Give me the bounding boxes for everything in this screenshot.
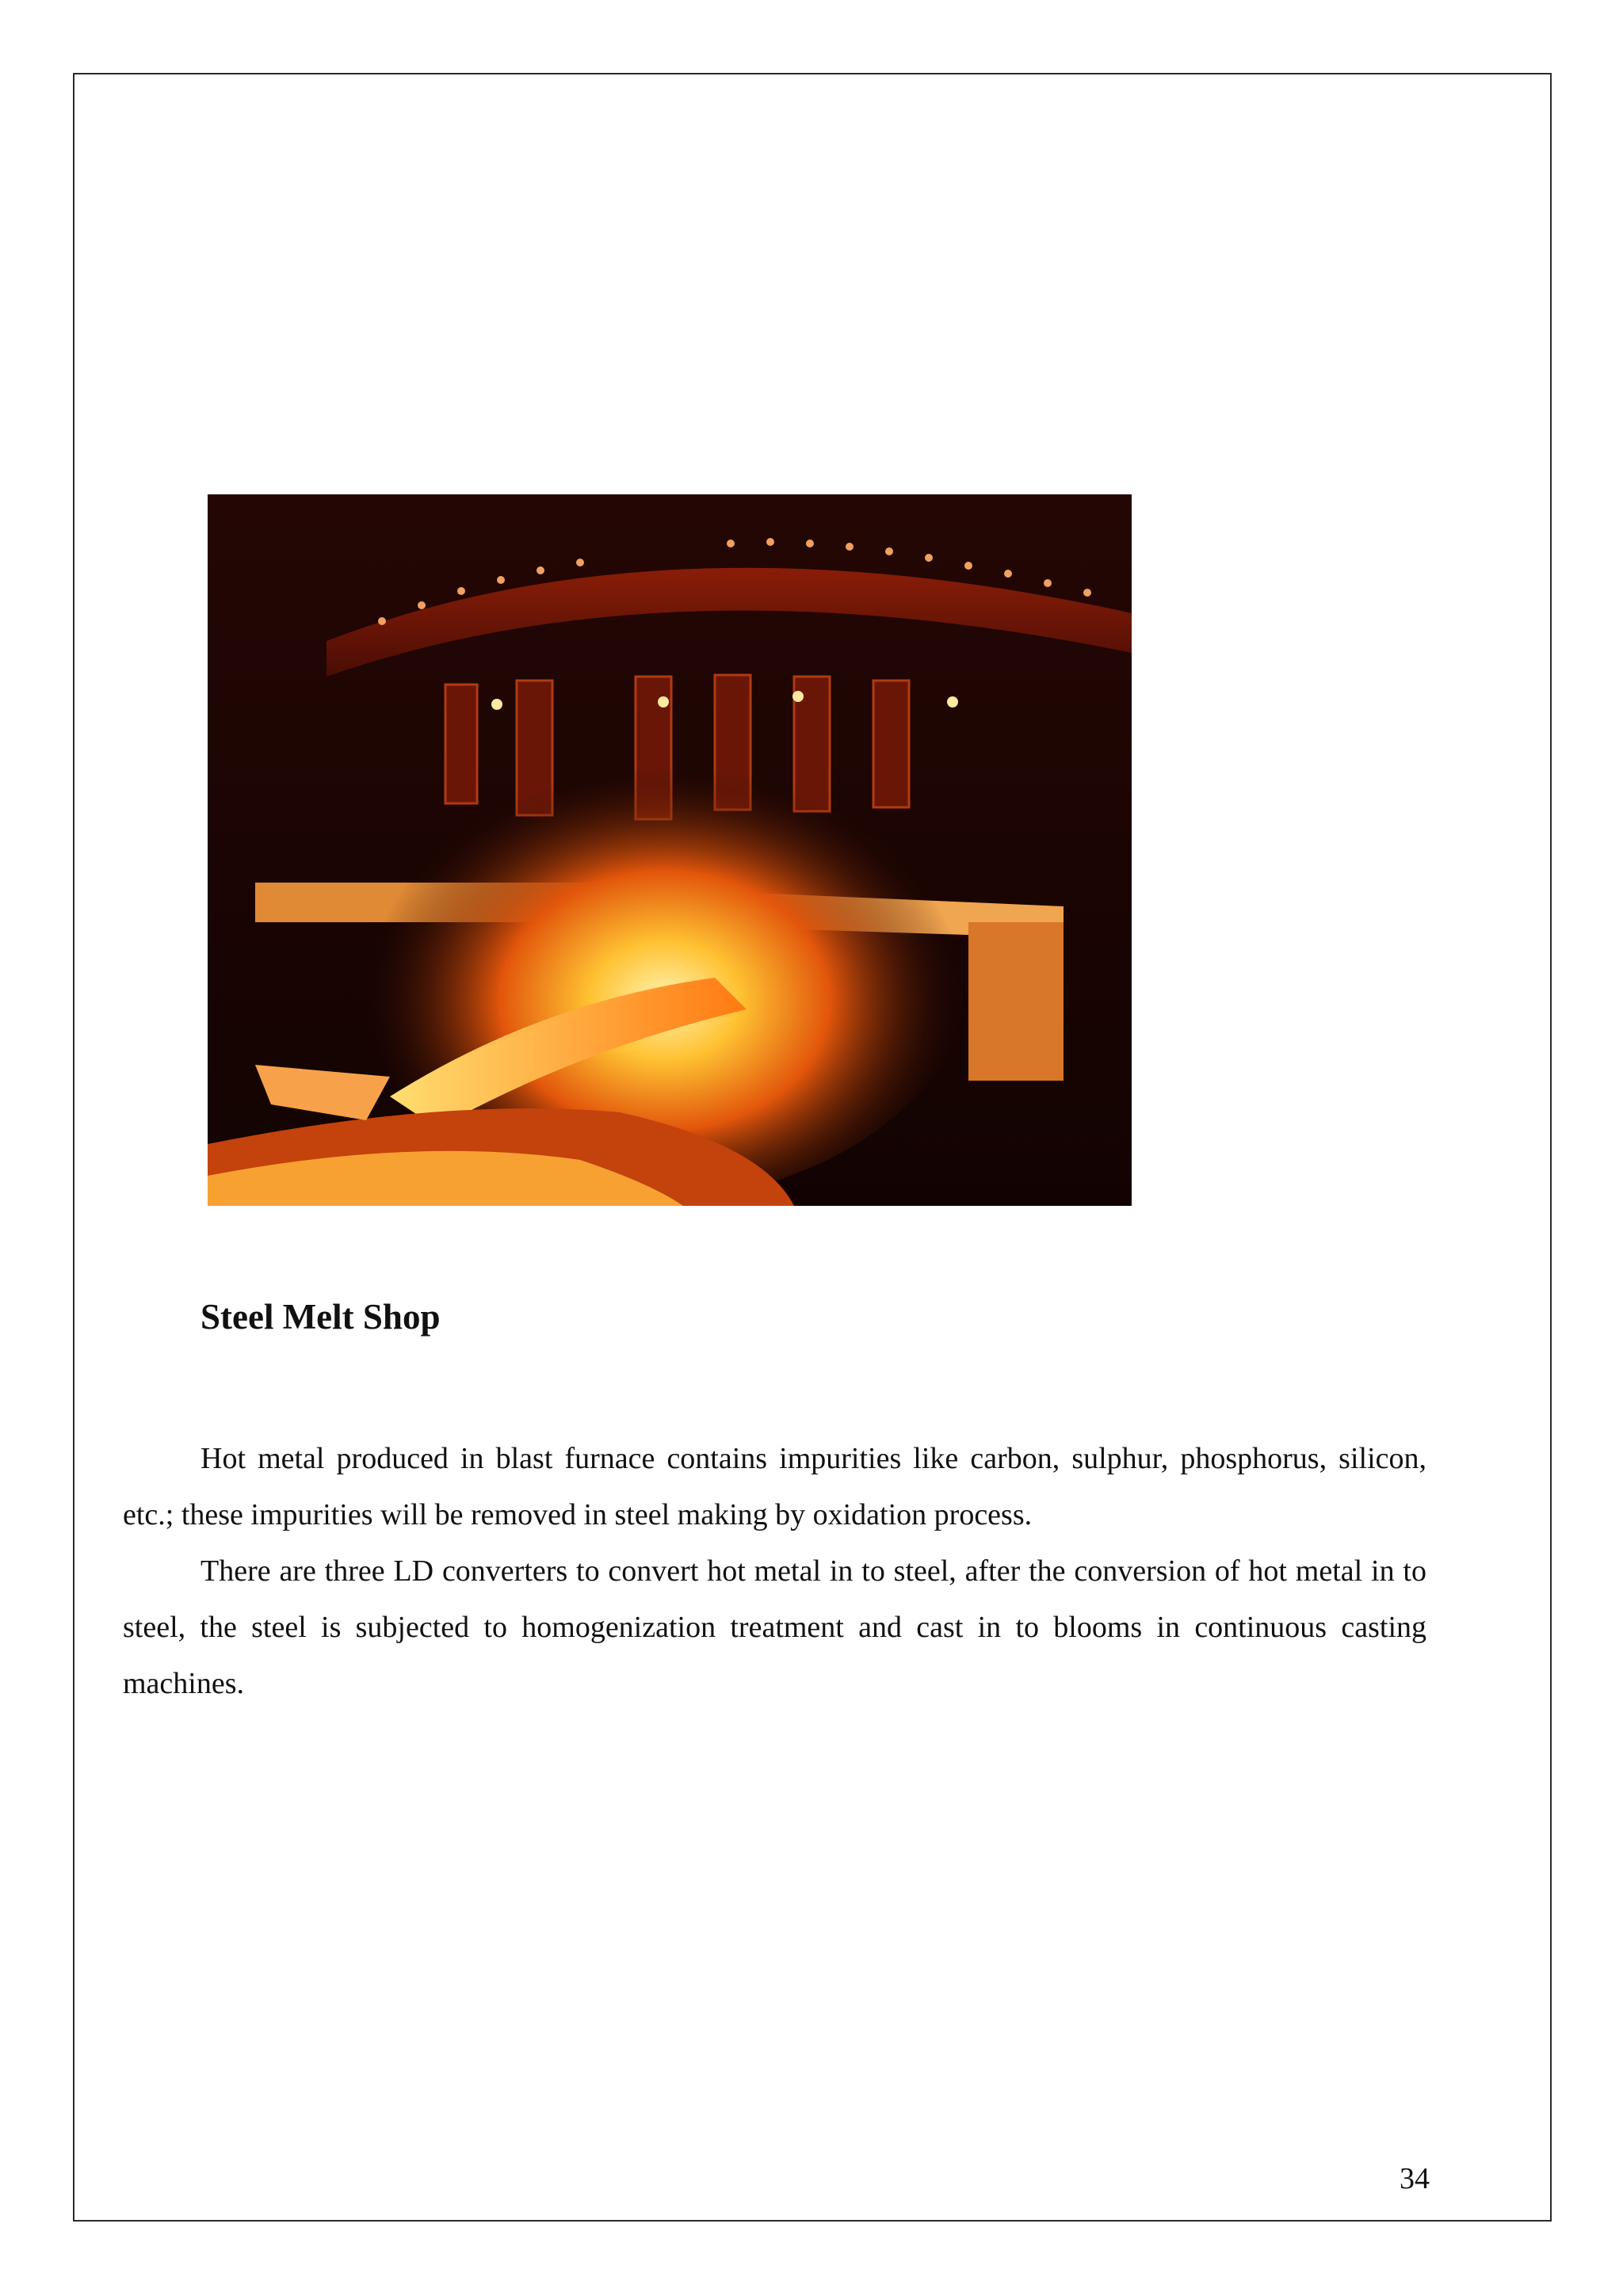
- paragraph: Hot metal produced in blast furnace contains impurities like carbon, sulphur, phosphorus, silicon, etc.; these impurities will be removed in steel making by oxidation process.: [123, 1442, 1426, 1531]
- section-heading: Steel Melt Shop: [200, 1297, 441, 1337]
- paragraph: There are three LD converters to convert hot metal in to steel, after the conversion of hot metal in to steel, the steel is subjected to homogenization treatment and cast in to blooms in continuous casting machines.: [123, 1554, 1426, 1700]
- page-number: 34: [1400, 2162, 1430, 2195]
- steel-melt-shop-photo: [208, 494, 1132, 1206]
- section-body: [123, 1431, 1426, 1712]
